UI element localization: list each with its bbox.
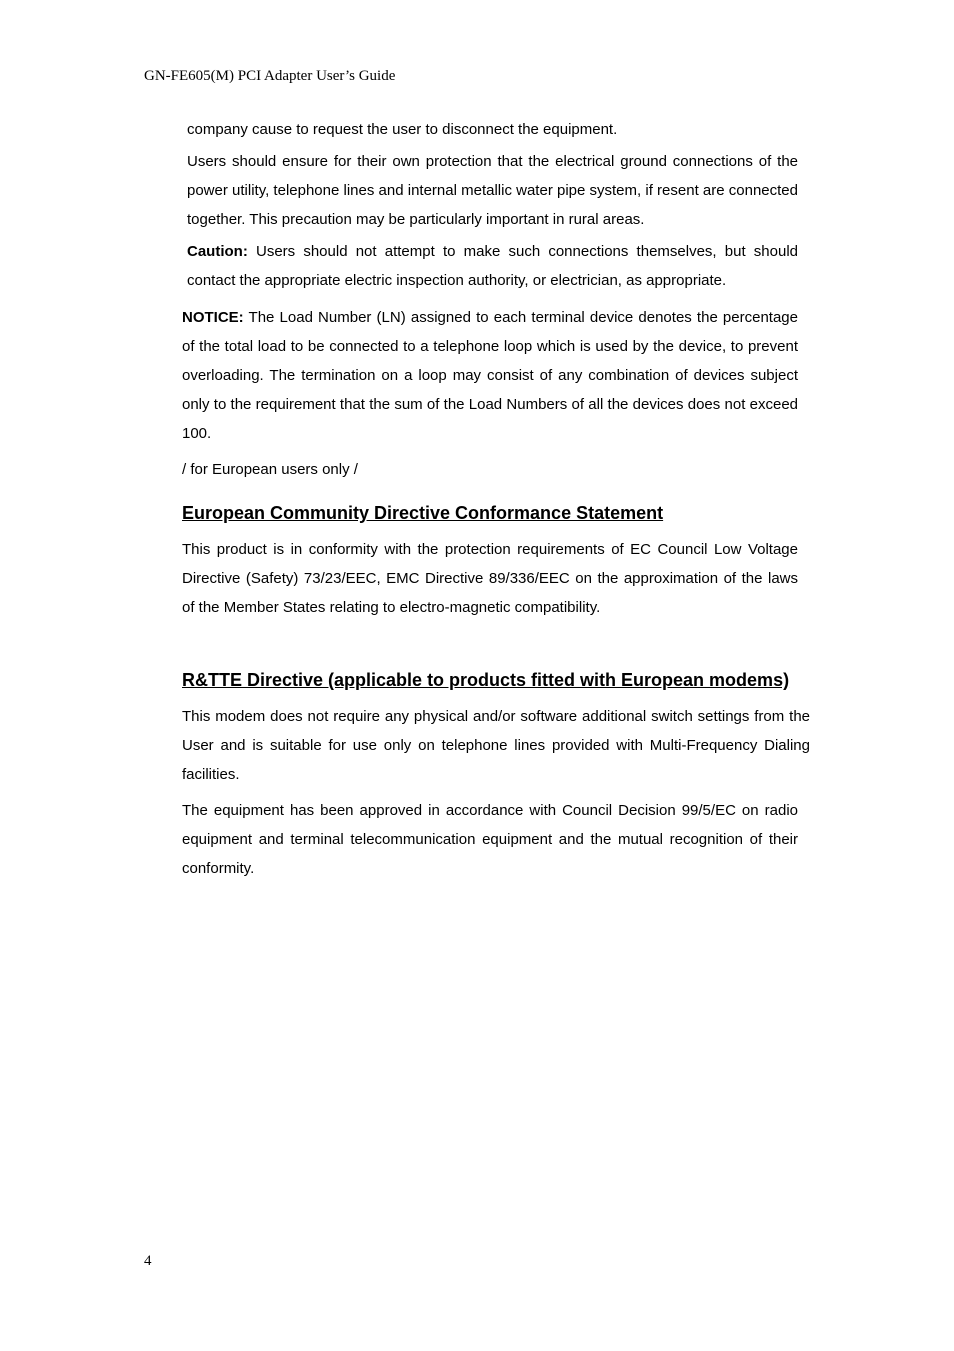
page-number: 4: [144, 1253, 152, 1269]
caution-label: Caution:: [187, 243, 248, 260]
page-header-title: GN-FE605(M) PCI Adapter User’s Guide: [144, 68, 396, 84]
heading-rtte-directive: R&TTE Directive (applicable to products fitted with European modems): [182, 670, 790, 690]
paragraph-ec-directive: This product is in conformity with the protection requirements of EC Council Low Voltage Directive (Safety) 73/23/EEC, EMC Directive 89/336/EEC on the approximation of the laws of the Member States relating to electro-magnetic compatibility.: [182, 541, 798, 616]
caution-text: Users should not attempt to make such connections themselves, but should contact the appropriate electric inspection authority, or electrician, as appropriate.: [187, 243, 798, 289]
paragraph-rtte-modem: This modem does not require any physical and/or software additional switch settings from the User and is suitable for use only on telephone lines provided with Multi-Frequency Dialing facilities.: [182, 708, 810, 783]
notice-text: The Load Number (LN) assigned to each terminal device denotes the percentage of the total load to be connected to a telephone loop which is used by the device, to prevent overloading. The termination on a loop may consist of any combination of devices subject only to the requirement that the sum of the Load Numbers of all the devices does not exceed 100.: [182, 309, 798, 442]
paragraph-european-only: / for European users only /: [182, 461, 358, 478]
paragraph-caution: [187, 237, 798, 295]
notice-label: NOTICE:: [182, 309, 244, 326]
paragraph-ground-connections: Users should ensure for their own protection that the electrical ground connections of the power utility, telephone lines and internal metallic water pipe system, if resent are connected together. This precaution may be particularly important in rural areas.: [187, 153, 798, 228]
paragraph-rtte-approval: The equipment has been approved in accordance with Council Decision 99/5/EC on radio equipment and terminal telecommunication equipment and the mutual recognition of their conformity.: [182, 802, 798, 877]
heading-ec-directive: European Community Directive Conformance Statement: [182, 503, 664, 523]
paragraph-disconnect: company cause to request the user to disconnect the equipment.: [187, 121, 618, 138]
paragraph-notice: [182, 303, 798, 448]
